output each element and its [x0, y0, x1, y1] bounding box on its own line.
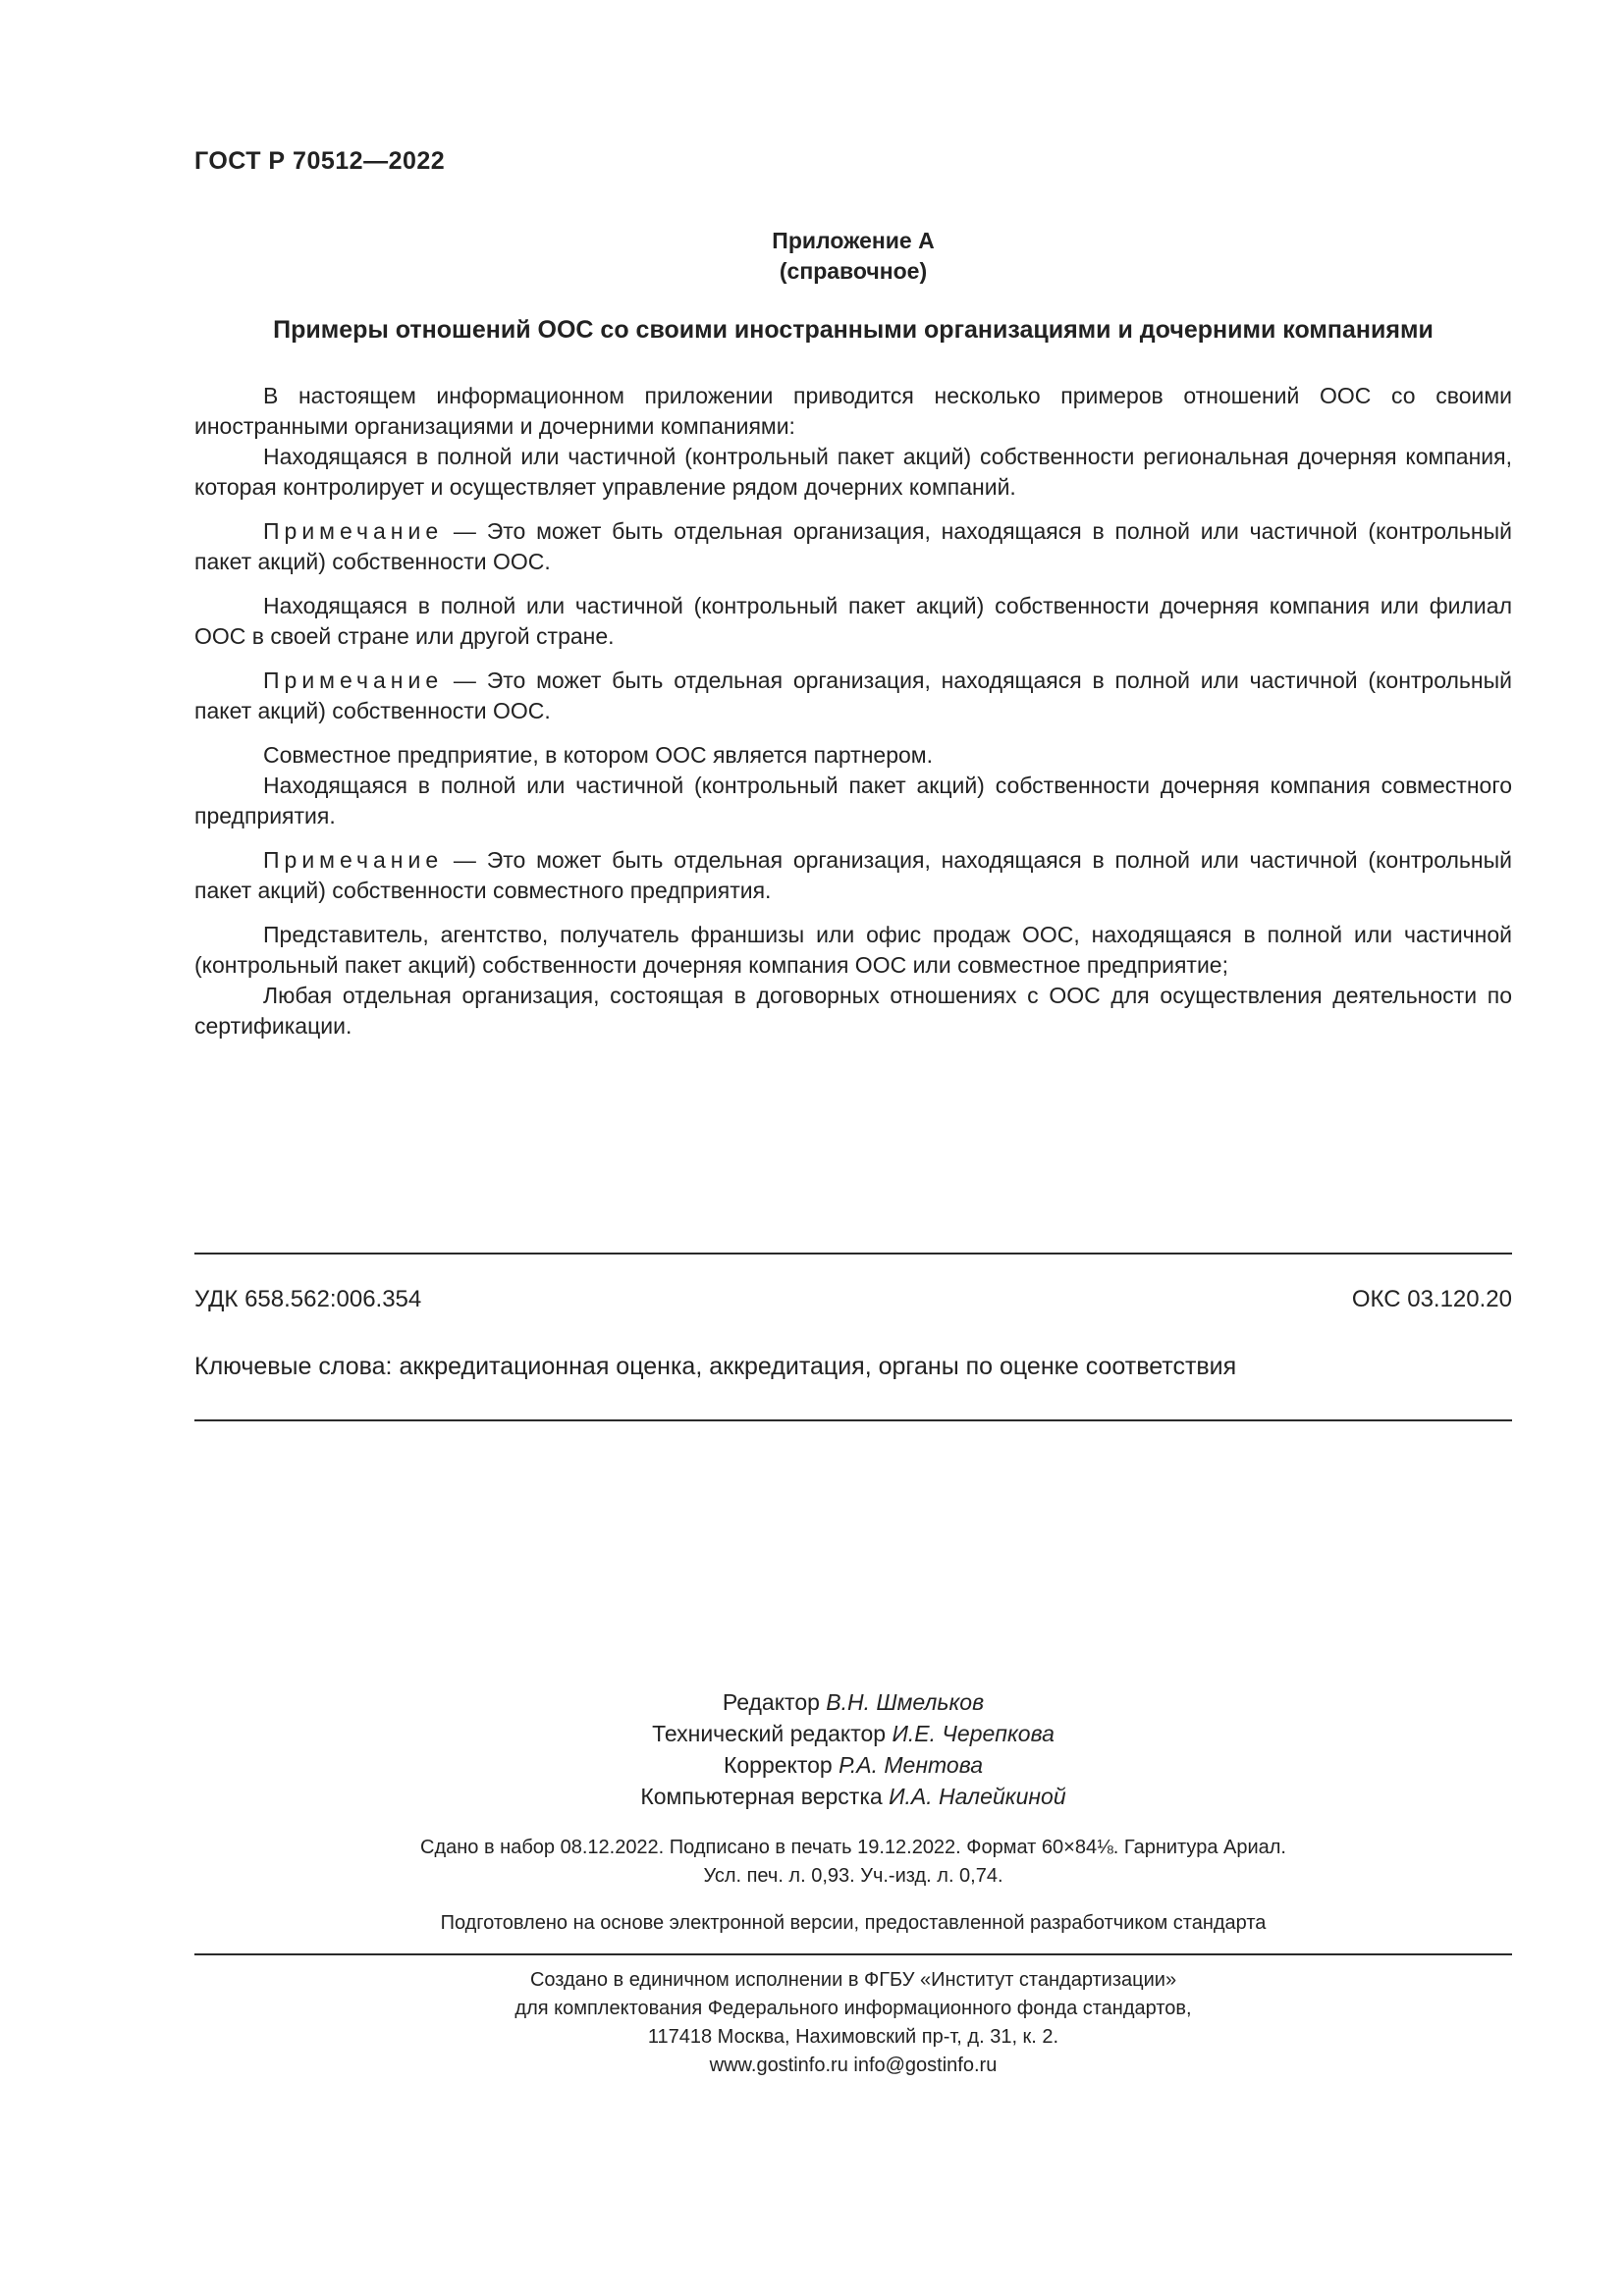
paragraph: Находящаяся в полной или частичной (контрольный пакет акций) собственности дочерняя компания или филиал ООС в своей стране или другой стране.: [194, 593, 1512, 649]
credit-corrector: Корректор Р.А. Ментова: [723, 1752, 983, 1778]
credit-editor: Редактор В.Н. Шмельков: [722, 1689, 985, 1715]
publisher-footer: [194, 1966, 1512, 2080]
appendix-title: Примеры отношений ООС со своими иностранными организациями и дочерними компаниями: [273, 316, 1434, 344]
credit-tech-editor: Технический редактор И.Е. Черепкова: [652, 1721, 1055, 1746]
bottom-divider: [194, 1419, 1512, 1421]
publication-info: [194, 1834, 1512, 1891]
note-label: Примечание: [263, 847, 444, 873]
paragraph: Любая отдельная организация, состоящая в договорных отношениях с ООС для осуществления деятельности по сертификации.: [194, 983, 1512, 1039]
paragraph: В настоящем информационном приложении приводится несколько примеров отношений ООС со своими иностранными организациями и дочерними компаниями:: [194, 383, 1512, 439]
appendix-label: Приложение А: [772, 228, 935, 253]
footer-line: Создано в единичном исполнении в ФГБУ «Институт стандартизации»: [529, 1969, 1177, 1991]
footer-line: 117418 Москва, Нахимовский пр-т, д. 31, к. 2.: [647, 2026, 1059, 2048]
note-text: — Это может быть отдельная организация, находящаяся в полной или частичной (контрольный пакет акций) собственности ООС.: [194, 518, 1512, 574]
prepared-note: Подготовлено на основе электронной версии, предоставленной разработчиком стандарта: [440, 1912, 1267, 1934]
publication-line: Усл. печ. л. 0,93. Уч.-изд. л. 0,74.: [703, 1865, 1003, 1887]
publication-line: Сдано в набор 08.12.2022. Подписано в печать 19.12.2022. Формат 60×84⅛. Гарнитура Ариал.: [420, 1837, 1286, 1858]
credit-layout: Компьютерная верстка И.А. Налейкиной: [640, 1784, 1066, 1809]
oks-code: ОКС 03.120.20: [1351, 1286, 1512, 1312]
credits: [194, 1686, 1512, 1812]
appendix-kind: (справочное): [779, 258, 928, 284]
note: [194, 845, 1512, 906]
footer-divider: [194, 1953, 1512, 1955]
note-text: — Это может быть отдельная организация, находящаяся в полной или частичной (контрольный пакет акций) собственности совместного предприятия.: [194, 847, 1512, 903]
paragraph: Находящаяся в полной или частичной (контрольный пакет акций) собственности региональная дочерняя компания, которая контролирует и осуществляет управление рядом дочерних компаний.: [194, 444, 1512, 500]
top-divider: [194, 1253, 1512, 1255]
paragraph: Представитель, агентство, получатель франшизы или офис продаж ООС, находящаяся в полной или частичной (контрольный пакет акций) собственности дочерняя компания ООС или совместное предприятие;: [194, 922, 1512, 978]
paragraph: Находящаяся в полной или частичной (контрольный пакет акций) собственности дочерняя компания совместного предприятия.: [194, 773, 1512, 828]
note: [194, 666, 1512, 726]
udk-code: УДК 658.562:006.354: [194, 1286, 422, 1312]
footer-line: www.gostinfo.ru info@gostinfo.ru: [709, 2055, 998, 2076]
note-label: Примечание: [263, 518, 444, 544]
paragraph: Совместное предприятие, в котором ООС является партнером.: [263, 742, 933, 768]
note: [194, 516, 1512, 577]
note-text: — Это может быть отдельная организация, находящаяся в полной или частичной (контрольный пакет акций) собственности ООС.: [194, 667, 1512, 723]
note-label: Примечание: [263, 667, 444, 693]
footer-line: для комплектования Федерального информационного фонда стандартов,: [514, 1998, 1192, 2019]
appendix-body: [194, 381, 1512, 1041]
document-header: ГОСТ Р 70512—2022: [194, 147, 446, 175]
keywords: Ключевые слова: аккредитационная оценка, аккредитация, органы по оценке соответствия: [194, 1353, 1237, 1380]
